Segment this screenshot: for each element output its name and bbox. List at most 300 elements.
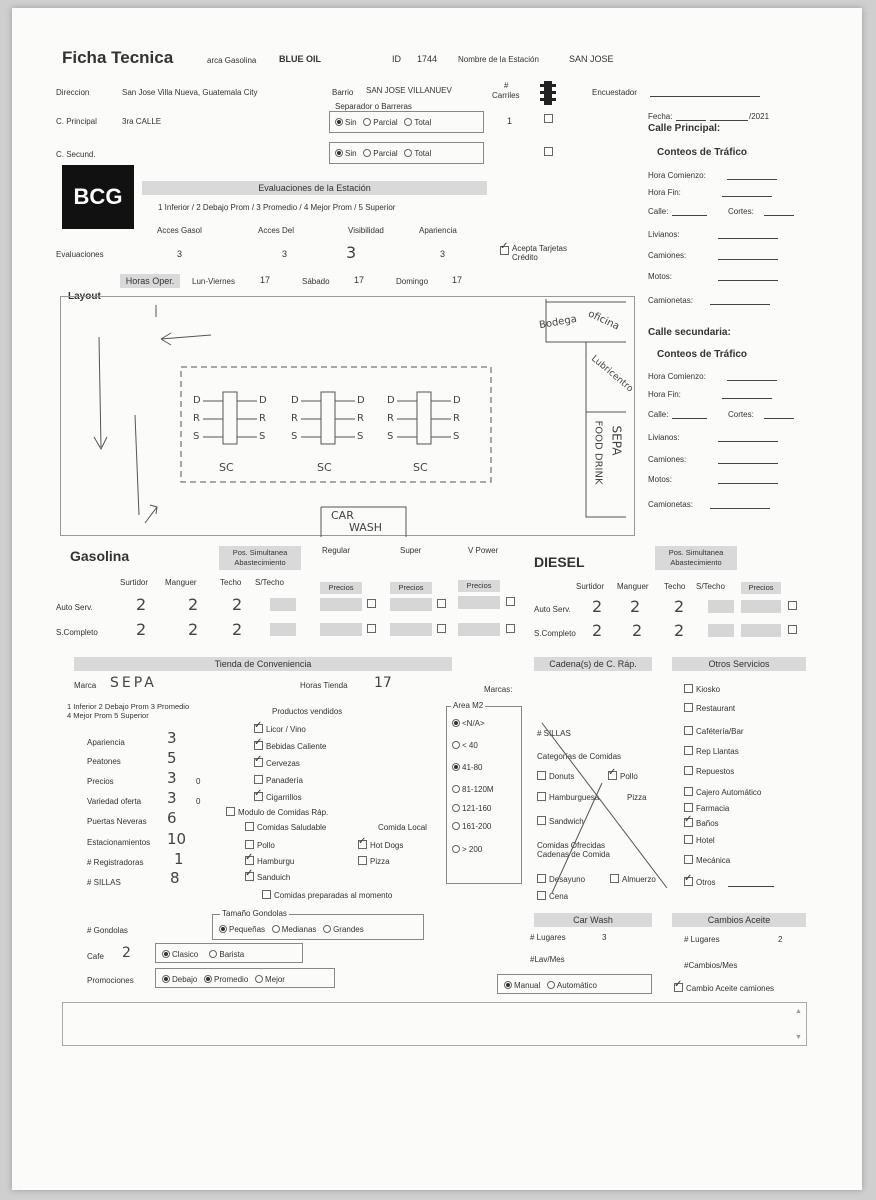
diesel-col-stecho: S/Techo [696, 582, 725, 591]
hotdogs-label: Hot Dogs [370, 841, 404, 850]
gas-col-manguer: Manguer [165, 578, 197, 587]
pump-island-1-label: SC [219, 461, 234, 474]
gas-fullserv-surtidor: 2 [136, 620, 147, 639]
diesel-autoserv-stecho-field[interactable] [708, 600, 734, 613]
diesel-col-manguer: Manguer [617, 582, 649, 591]
product-checkbox[interactable] [254, 758, 263, 767]
rating-label: Variedad oferta [87, 797, 142, 806]
card-acceptance [500, 244, 570, 262]
hotdogs-item [358, 840, 403, 851]
service-checkbox[interactable] [684, 703, 693, 712]
product-label: Licor / Vino [266, 725, 306, 734]
vans-field-2[interactable] [710, 508, 770, 509]
store-hours-label: Horas Tienda [300, 681, 348, 690]
accepts-cards-label: Acepta Tarjetas Crédito [512, 244, 567, 262]
light-vehicles-label-2: Livianos: [648, 433, 680, 442]
traffic-counts-heading-1: Conteos de Tráfico [657, 147, 748, 158]
rating-label: Apariencia [87, 738, 125, 747]
lanes-label: Carriles [492, 91, 520, 100]
super-fullserv-price-field[interactable] [390, 623, 432, 636]
food-checkbox[interactable] [245, 856, 254, 865]
option-label: Parcial [373, 149, 398, 158]
station-name-value: SAN JOSE [569, 54, 614, 64]
separator-main-total-radio[interactable] [404, 118, 412, 126]
diesel-autoserv-price-field[interactable] [741, 600, 781, 613]
healthy-food-checkbox[interactable] [245, 822, 254, 831]
gas-fullserv-techo: 2 [232, 620, 243, 639]
notes-field[interactable] [62, 1002, 807, 1046]
trucks-field-2[interactable] [718, 463, 778, 464]
traffic-light-icon [539, 80, 557, 106]
regular-autoserv-price-field[interactable] [320, 598, 362, 611]
fast-food-module-checkbox[interactable] [226, 807, 235, 816]
product-checkbox[interactable] [254, 724, 263, 733]
vpower-autoserv-checkbox[interactable] [506, 597, 515, 606]
food-categories-label: Categorías de Comidas [537, 752, 622, 761]
coffee-type-options [162, 949, 244, 960]
pump-2-d-right: D [357, 395, 365, 406]
product-item [254, 775, 303, 786]
carwash-type-options [504, 980, 597, 991]
carwash-auto-radio[interactable] [547, 981, 555, 989]
product-label: Cigarrillos [266, 793, 302, 802]
fast-food-module [226, 807, 328, 818]
super-fullserv-checkbox[interactable] [437, 624, 446, 633]
address-value: San Jose Villa Nueva, Guatemala City [122, 88, 258, 97]
surveyor-label: Encuestador [592, 88, 637, 97]
coffee-classic-radio[interactable] [162, 950, 170, 958]
pump-2-s-right: S [357, 431, 364, 442]
option-label: Promedio [214, 975, 249, 984]
super-prices-label: Precios [390, 582, 432, 594]
eval-access-gas-value: 3 [177, 249, 183, 259]
service-checkbox[interactable] [684, 766, 693, 775]
promo-below-radio[interactable] [162, 975, 170, 983]
rating-value: 5 [167, 749, 177, 767]
store-title: Tienda de Conveniencia [74, 657, 452, 671]
product-item [254, 724, 306, 735]
pump-2-r-right: R [357, 413, 364, 424]
coffee-value: 2 [122, 945, 131, 961]
oil-trucks-label: Cambio Aceite camiones [686, 984, 775, 993]
notes-scroll-up-icon[interactable]: ▲ [795, 1008, 802, 1015]
option-label: Sin [345, 149, 357, 158]
date-day-field[interactable] [676, 120, 706, 121]
checkbox-wrap [544, 147, 556, 158]
chain-burger-label: Hamburguesa [549, 793, 600, 802]
diesel-fullserv-surtidor: 2 [592, 621, 603, 640]
area-label: < 40 [462, 741, 478, 750]
area-label: 121-160 [462, 804, 492, 813]
service-label: Kiosko [696, 685, 721, 694]
gondola-medium-radio[interactable] [272, 925, 280, 933]
street-field-2[interactable] [672, 418, 707, 419]
trucks-label-2: Camiones: [648, 455, 687, 464]
cuts-field[interactable] [764, 215, 794, 216]
separator-main-parcial-radio[interactable] [363, 118, 371, 126]
area-option [452, 762, 482, 773]
diesel-col-surtidor: Surtidor [576, 582, 605, 591]
service-label: Hotel [696, 836, 715, 845]
gondola-small-radio[interactable] [219, 925, 227, 933]
carwash-title: Car Wash [534, 913, 652, 927]
store-brand-label: Marca [74, 681, 97, 690]
hours-label: Horas Oper. [120, 274, 180, 288]
lanes-value: 1 [507, 116, 513, 126]
light-vehicles-field[interactable] [718, 238, 778, 239]
pump-2-r-left: R [291, 413, 298, 424]
form-title: Ficha Tecnica [62, 48, 174, 67]
col-appearance: Apariencia [419, 226, 457, 235]
gondola-large-radio[interactable] [323, 925, 331, 933]
option-label: Automático [556, 981, 597, 990]
secondary-street-label: C. Secund. [56, 150, 96, 159]
area-label: 41-80 [462, 763, 483, 772]
pump-3-r-left: R [387, 413, 394, 424]
street-label-2: Calle: [648, 410, 669, 419]
super-autoserv-price-field[interactable] [390, 598, 432, 611]
oil-places-label: # Lugares [684, 935, 720, 944]
area-option [452, 784, 494, 795]
option-label: Debajo [172, 975, 198, 984]
option-label: Mejor [264, 975, 285, 984]
service-item [684, 835, 715, 846]
col-access-del: Acces Del [258, 226, 295, 235]
other-services-field[interactable] [728, 886, 774, 887]
service-checkbox[interactable] [684, 684, 693, 693]
separator-secondary-sin-radio[interactable] [335, 149, 343, 157]
neighborhood-label: Barrio [332, 88, 354, 97]
store-scale-2: 4 Mejor Prom 5 Superior [67, 711, 149, 720]
area-radio[interactable] [452, 763, 460, 771]
id-label: ID [392, 54, 401, 64]
product-item [254, 792, 302, 803]
super-label: Super [400, 546, 422, 555]
pizza-checkbox[interactable] [358, 856, 367, 865]
pump-1-s-left: S [193, 431, 200, 442]
service-label: Cafétería/Bar [696, 727, 744, 736]
chains-cross-out [532, 713, 672, 898]
weekday-label: Lun-Viernes [192, 277, 235, 286]
separator-secondary-parcial-radio[interactable] [363, 149, 371, 157]
area-option [452, 821, 491, 832]
chains-seats-label: # SILLAS [537, 729, 571, 738]
gas-autoserv-label: Auto Serv. [56, 603, 93, 612]
chain-lunch-label: Almuerzo [622, 875, 656, 884]
motorcycles-field-2[interactable] [718, 483, 778, 484]
service-checkbox[interactable] [684, 746, 693, 755]
gasoline-title: Gasolina [70, 548, 130, 564]
oil-trucks [674, 983, 774, 994]
rating-label: Estacionamientos [87, 838, 151, 847]
area-radio[interactable] [452, 822, 460, 830]
main-street-checkbox[interactable] [544, 114, 553, 123]
diesel-fullserv-price-field[interactable] [741, 624, 781, 637]
other-services-title: Otros Servicios [672, 657, 806, 671]
service-checkbox[interactable] [684, 787, 693, 796]
diesel-autoserv-label: Auto Serv. [534, 605, 571, 614]
id-value: 1744 [417, 54, 438, 64]
survey-sheet [12, 8, 862, 1190]
product-checkbox[interactable] [254, 792, 263, 801]
evaluations-row-label: Evaluaciones [56, 250, 104, 259]
chain-sandwich-label: Sandwich [549, 817, 584, 826]
prepared-food [262, 890, 392, 901]
food-item [245, 856, 294, 867]
lubricentro-label: Lubricentro [589, 353, 635, 395]
service-checkbox[interactable] [684, 855, 693, 864]
product-label: Cervezas [266, 759, 300, 768]
end-time-field[interactable] [722, 196, 772, 197]
area-radio[interactable] [452, 741, 460, 749]
carwash-per-month-label: #Lav/Mes [530, 955, 565, 964]
area-label: <N/A> [462, 719, 485, 728]
pump-island-2-label: SC [317, 461, 332, 474]
service-checkbox[interactable] [684, 818, 693, 827]
pump-island-3-label: SC [413, 461, 428, 474]
chain-chicken-label: Pollo [620, 772, 638, 781]
evaluations-scale: 1 Inferior / 2 Debajo Prom / 3 Promedio / 4 Mejor Prom / 5 Superior [158, 203, 396, 212]
rating-value: 10 [167, 830, 187, 848]
rating-label: # SILLAS [87, 878, 121, 887]
area-label: > 200 [462, 845, 483, 854]
vpower-autoserv-price-field[interactable] [458, 596, 500, 609]
vpower-fullserv-price-field[interactable] [458, 623, 500, 636]
food-checkbox[interactable] [245, 872, 254, 881]
gondola-size-title: Tamaño Gondolas [222, 909, 287, 918]
layout-title: Layout [68, 291, 101, 302]
date-month-field[interactable] [710, 120, 748, 121]
oficina-label: oficina [586, 308, 621, 333]
gas-autoserv-manguer: 2 [188, 595, 199, 614]
rating-value: 3 [167, 769, 177, 787]
option-label: Sin [345, 118, 357, 127]
bcg-logo: BCG [62, 165, 134, 229]
product-checkbox[interactable] [254, 741, 263, 750]
service-item [684, 766, 734, 777]
coffee-barista-radio[interactable] [209, 950, 217, 958]
oil-per-month-label: #Cambios/Mes [684, 961, 738, 970]
gas-col-stecho: S/Techo [255, 578, 284, 587]
main-street-label: C. Principal [56, 117, 97, 126]
chain-dinner-label: Cena [549, 892, 569, 901]
rating-value: 1 [174, 850, 184, 868]
service-checkbox[interactable] [684, 835, 693, 844]
regular-fullserv-checkbox[interactable] [367, 624, 376, 633]
pump-1-s-right: S [259, 431, 266, 442]
prepared-food-label: Comidas preparadas al momento [274, 891, 393, 900]
traffic-counts-heading-2: Conteos de Tráfico [657, 349, 748, 360]
promo-average-radio[interactable] [204, 975, 212, 983]
brand-value: BLUE OIL [279, 54, 321, 64]
checkbox-wrap [506, 597, 518, 608]
super-autoserv-checkbox[interactable] [437, 599, 446, 608]
date-year: /2021 [749, 112, 770, 121]
gas-fullserv-manguer: 2 [188, 620, 199, 639]
product-label: Panadería [266, 776, 303, 785]
option-label: Total [414, 118, 432, 127]
gas-autoserv-stecho-field[interactable] [270, 598, 296, 611]
food-label: Hamburgu [257, 857, 295, 866]
start-time-label: Hora Comienzo: [648, 171, 706, 180]
area-radio[interactable] [452, 785, 460, 793]
hotdogs-checkbox[interactable] [358, 840, 367, 849]
regular-prices-label: Precios [320, 582, 362, 594]
main-street-value: 3ra CALLE [122, 117, 162, 126]
pizza-item [358, 856, 390, 867]
rating-label: Puertas Neveras [87, 817, 147, 826]
product-checkbox[interactable] [254, 775, 263, 784]
start-time-field[interactable] [727, 179, 777, 180]
service-checkbox[interactable] [684, 803, 693, 812]
motorcycles-field[interactable] [718, 280, 778, 281]
service-item [684, 877, 716, 888]
cuts-label-2: Cortes: [728, 410, 754, 419]
pump-1-r-left: R [193, 413, 200, 424]
pump-1-r-right: R [259, 413, 266, 424]
pump-3-s-right: S [453, 431, 460, 442]
light-vehicles-label: Livianos: [648, 230, 680, 239]
promo-better-radio[interactable] [255, 975, 263, 983]
cuts-field-2[interactable] [764, 418, 794, 419]
layout-sketch [61, 297, 636, 537]
secondary-street-checkbox[interactable] [544, 147, 553, 156]
surveyor-field[interactable] [650, 96, 760, 97]
end-time-label: Hora Fin: [648, 188, 681, 197]
checkbox-wrap [506, 624, 518, 635]
end-time-label-2: Hora Fin: [648, 390, 681, 399]
trucks-label: Camiones: [648, 251, 687, 260]
carwash-label-1: CAR [331, 509, 354, 522]
area-radio[interactable] [452, 719, 460, 727]
service-label: Farmacia [696, 804, 730, 813]
service-label: Repuestos [696, 767, 735, 776]
chain-pizza-label: Pizza [627, 793, 647, 802]
option-label: Parcial [373, 118, 398, 127]
gas-fullserv-stecho-field[interactable] [270, 623, 296, 636]
promotions-label: Promociones [87, 976, 134, 985]
checkbox-wrap [367, 624, 379, 635]
checkbox-wrap [544, 114, 556, 125]
rating-value: 3 [167, 789, 177, 807]
prepared-food-checkbox[interactable] [262, 890, 271, 899]
trucks-field[interactable] [718, 259, 778, 260]
gondolas-label: # Gondolas [87, 926, 128, 935]
option-label: Manual [514, 981, 541, 990]
carwash-places-label: # Lugares [530, 933, 566, 942]
lanes-label-hash: # [504, 81, 509, 90]
products-title: Productos vendidos [272, 707, 343, 716]
checkbox-wrap [788, 625, 800, 636]
vpower-fullserv-checkbox[interactable] [506, 624, 515, 633]
regular-label: Regular [322, 546, 351, 555]
notes-scroll-down-icon[interactable]: ▼ [795, 1034, 802, 1041]
diesel-simultaneous-label: Pos. Simultanea Abastecimiento [655, 546, 737, 570]
store-brands-label: Marcas: [484, 685, 513, 694]
service-label: Mecánica [696, 856, 731, 865]
brand-label: arca Gasolina [207, 56, 257, 65]
option-label: Grandes [333, 925, 364, 934]
separator-secondary-total-radio[interactable] [404, 149, 412, 157]
rating-value: 3 [167, 729, 177, 747]
store-brand-value: SEPA [110, 675, 157, 691]
service-label: Restaurant [696, 704, 736, 713]
rating-label: # Registradoras [87, 858, 144, 867]
service-checkbox[interactable] [684, 726, 693, 735]
diesel-autoserv-checkbox[interactable] [788, 601, 797, 610]
carwash-label-2: WASH [349, 521, 383, 534]
rating-label: Peatones [87, 757, 121, 766]
col-visibility: Visibilidad [348, 226, 384, 235]
accepts-cards-checkbox[interactable] [500, 246, 509, 255]
motorcycles-label-2: Motos: [648, 475, 673, 484]
service-item [684, 726, 744, 737]
pump-1-d-right: D [259, 395, 267, 406]
pump-1-d-left: D [193, 395, 201, 406]
separator-label: Separador o Barreras [335, 102, 412, 111]
option-label: Pequeñas [229, 925, 266, 934]
oil-trucks-checkbox[interactable] [674, 983, 683, 992]
service-checkbox[interactable] [684, 877, 693, 886]
diesel-fullserv-stecho-field[interactable] [708, 624, 734, 637]
end-time-field-2[interactable] [722, 398, 772, 399]
service-item [684, 746, 739, 757]
carwash-manual-radio[interactable] [504, 981, 512, 989]
sunday-label: Domingo [396, 277, 429, 286]
diesel-autoserv-surtidor: 2 [592, 597, 603, 616]
area-title: Area M2 [453, 701, 484, 710]
pump-2-d-left: D [291, 395, 299, 406]
street-field[interactable] [672, 215, 707, 216]
diesel-prices-label: Precios [741, 582, 781, 594]
checkbox-wrap [437, 599, 449, 610]
area-radio[interactable] [452, 804, 460, 812]
start-time-field-2[interactable] [727, 380, 777, 381]
eval-visibility-value: 3 [346, 243, 357, 262]
food-checkbox[interactable] [245, 840, 254, 849]
regular-autoserv-checkbox[interactable] [367, 599, 376, 608]
rating-value: 8 [170, 869, 180, 887]
service-item [684, 855, 730, 866]
gas-fullserv-label: S.Completo [56, 628, 98, 637]
vans-label-2: Camionetas: [648, 500, 693, 509]
bodega-label: Bodega [538, 313, 578, 332]
separator-main-sin-radio[interactable] [335, 118, 343, 126]
cuts-label: Cortes: [728, 207, 754, 216]
vans-field[interactable] [710, 304, 770, 305]
diesel-fullserv-techo: 2 [674, 621, 685, 640]
diesel-autoserv-manguer: 2 [630, 597, 641, 616]
checkbox-wrap [788, 601, 800, 612]
rating-value: 6 [167, 809, 177, 827]
area-option [452, 740, 478, 751]
street-label: Calle: [648, 207, 669, 216]
pump-3-d-right: D [453, 395, 461, 406]
area-radio[interactable] [452, 845, 460, 853]
light-vehicles-field-2[interactable] [718, 441, 778, 442]
diesel-fullserv-checkbox[interactable] [788, 625, 797, 634]
coffee-label: Cafe [87, 952, 104, 961]
product-item [254, 741, 326, 752]
regular-fullserv-price-field[interactable] [320, 623, 362, 636]
diesel-fullserv-manguer: 2 [632, 621, 643, 640]
chain-offered-label-1: Comidas Ofrecidas [537, 841, 606, 850]
rating-label: Precios [87, 777, 114, 786]
oil-change-title: Cambios Aceite [672, 913, 806, 927]
food-drink-label: FOOD DRINK [592, 420, 604, 485]
main-street-heading: Calle Principal: [648, 123, 721, 134]
option-label: Medianas [281, 925, 317, 934]
